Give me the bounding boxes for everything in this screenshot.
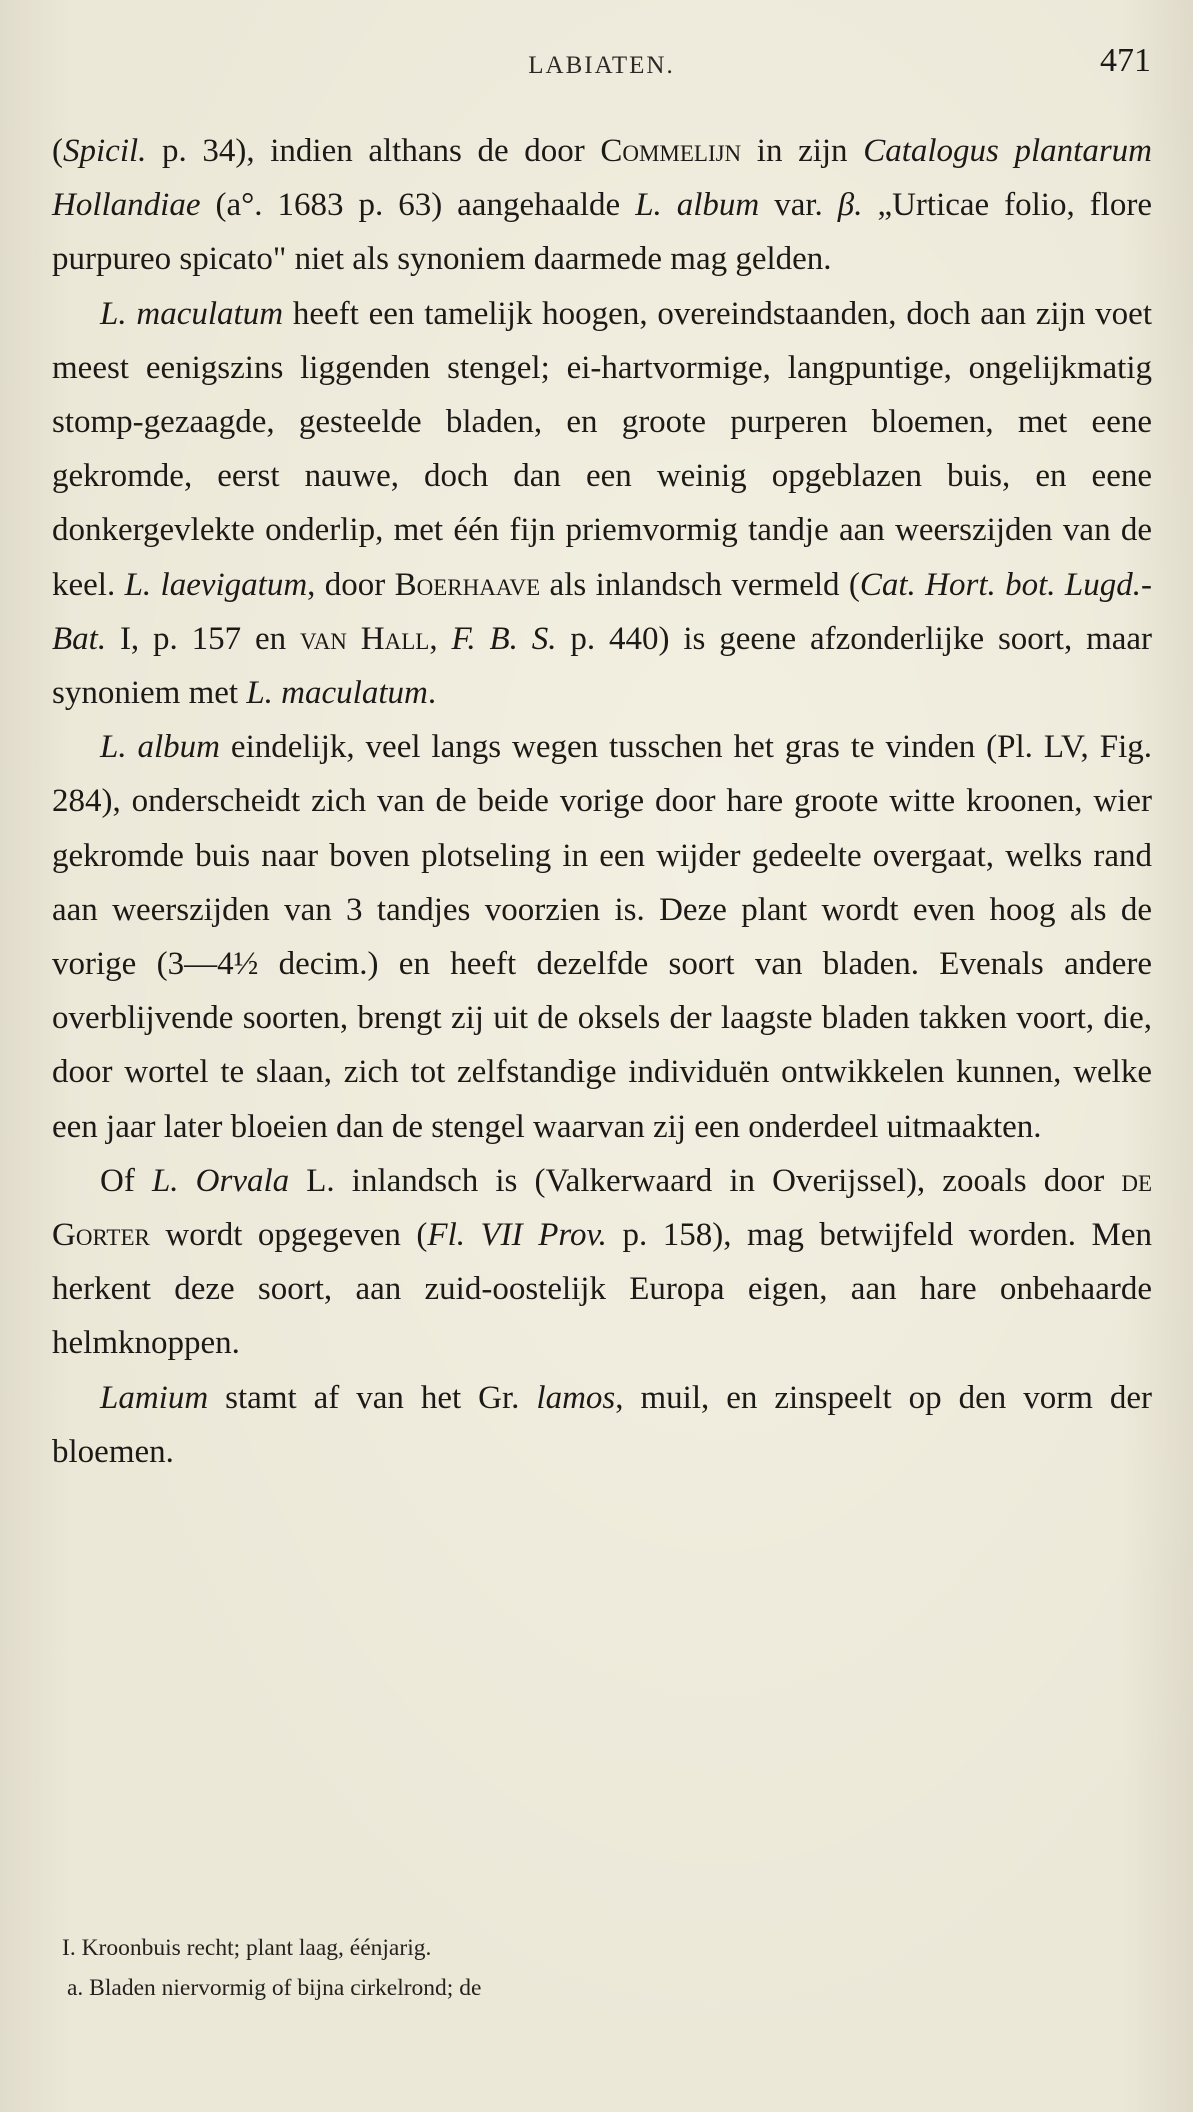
author-name: de Gorter: [52, 1162, 1152, 1254]
text-run: stamt af van het Gr.: [208, 1379, 537, 1416]
page-number: 471: [1100, 42, 1151, 79]
author-name: Boerhaave: [394, 566, 541, 603]
text-run: p. 440) is geene afzonderlijke soort, maar synoniem met: [52, 620, 1153, 712]
italic-run: Fl. VII Prov.: [427, 1217, 607, 1254]
italic-run: β.: [837, 187, 863, 224]
species-name: L. album: [635, 187, 760, 224]
species-name: L. laevigatum: [124, 566, 308, 603]
species-name: L. maculatum: [100, 295, 284, 332]
text-run: wordt opgegeven (: [149, 1217, 428, 1254]
genus-name: Lamium: [100, 1379, 209, 1416]
text-run: ,: [429, 620, 452, 657]
italic-run: Spicil.: [63, 133, 147, 169]
species-name: L. Orvala: [151, 1162, 290, 1199]
text-run: „Urticae folio, flore purpureo spicato" niet als synoniem daarmede mag gelden.: [52, 187, 1152, 278]
text-run: eindelijk, veel langs wegen tusschen het gras te vinden (Pl. LV, Fig. 284), onderscheidt zich van de beide vorige door hare groote witte kroonen, wier gekromde buis naar boven plotseling in een wijder gedeelte overgaat, welks rand aan weerszijden van 3 tandjes voorzien is. Deze plant wordt even hoog als de vorige (3—4½ decim.) en heeft dezelfde soort van bladen. Evenals andere overblijvende soorten, brengt zij uit de oksels der laagste bladen takken voort, die, door wortel te slaan, zich tot zelfstandige individuën ontwikkelen kunnen, welke een jaar later bloeien dan de stengel waarvan zij een onderdeel uitmaakten.: [52, 729, 1152, 1145]
key-line-2: a. Bladen niervormig of bijna cirkelrond; de: [67, 1975, 482, 2001]
text-run: var.: [759, 187, 838, 224]
key-section: [52, 1928, 1152, 2008]
author-name: Commelijn: [600, 133, 742, 169]
text-run: p. 158), mag betwijfeld worden. Men herkent deze soort, aan zuid-oostelijk Europa eigen, aan hare onbehaarde helmknoppen.: [52, 1217, 1153, 1362]
text-run: (a°. 1683 p. 63) aangehaalde: [200, 187, 636, 224]
paragraph-4: [52, 1154, 1152, 1371]
italic-run: Catalogus plantarum Hollandiae: [52, 133, 1153, 224]
text-run: p. 34), indien althans de door: [146, 133, 601, 169]
key-line-1: I. Kroonbuis recht; plant laag, éénjarig.: [62, 1935, 432, 1961]
text-run: heeft een tamelijk hoogen, overeindstaanden, doch aan zijn voet meest eenigszins liggenden stengel; ei-hartvormige, langpuntige, ongelijkmatig stomp-gezaagde, gesteelde bladen, en groote purperen bloemen, met eene gekromde, eerst nauwe, doch dan een weinig opgeblazen buis, en eene donkergevlekte onderlip, met één fijn priemvormig tandje aan weerszijden van de keel.: [52, 295, 1152, 603]
species-name: L. album: [100, 729, 221, 766]
page-header: [52, 38, 1151, 98]
species-name: L. maculatum: [246, 675, 428, 712]
paragraph-3: [52, 720, 1152, 1154]
italic-run: F. B. S.: [451, 620, 557, 657]
body-text: [52, 124, 1152, 1479]
text-run: , door: [307, 566, 395, 603]
text-run: , muil, en zinspeelt op den vorm der bloemen.: [52, 1379, 1153, 1470]
text-run: Of: [100, 1162, 152, 1199]
text-run: L. inlandsch is (Valkerwaard in Overijssel), zooals door: [289, 1162, 1122, 1199]
text-run: I, p. 157 en: [106, 620, 301, 657]
italic-run: lamos: [536, 1379, 616, 1416]
paragraph-1: [52, 124, 1152, 287]
text-run: in zijn: [741, 133, 864, 169]
author-name: van Hall: [300, 620, 430, 657]
text-run: als inlandsch vermeld (: [540, 566, 860, 603]
text-run: (: [52, 133, 63, 169]
italic-run: Cat. Hort. bot. Lugd.-Bat.: [52, 566, 1152, 657]
running-head: LABIATEN.: [528, 52, 675, 79]
paragraph-2: [52, 287, 1152, 721]
text-run: .: [427, 675, 437, 712]
paragraph-5: [52, 1371, 1152, 1479]
